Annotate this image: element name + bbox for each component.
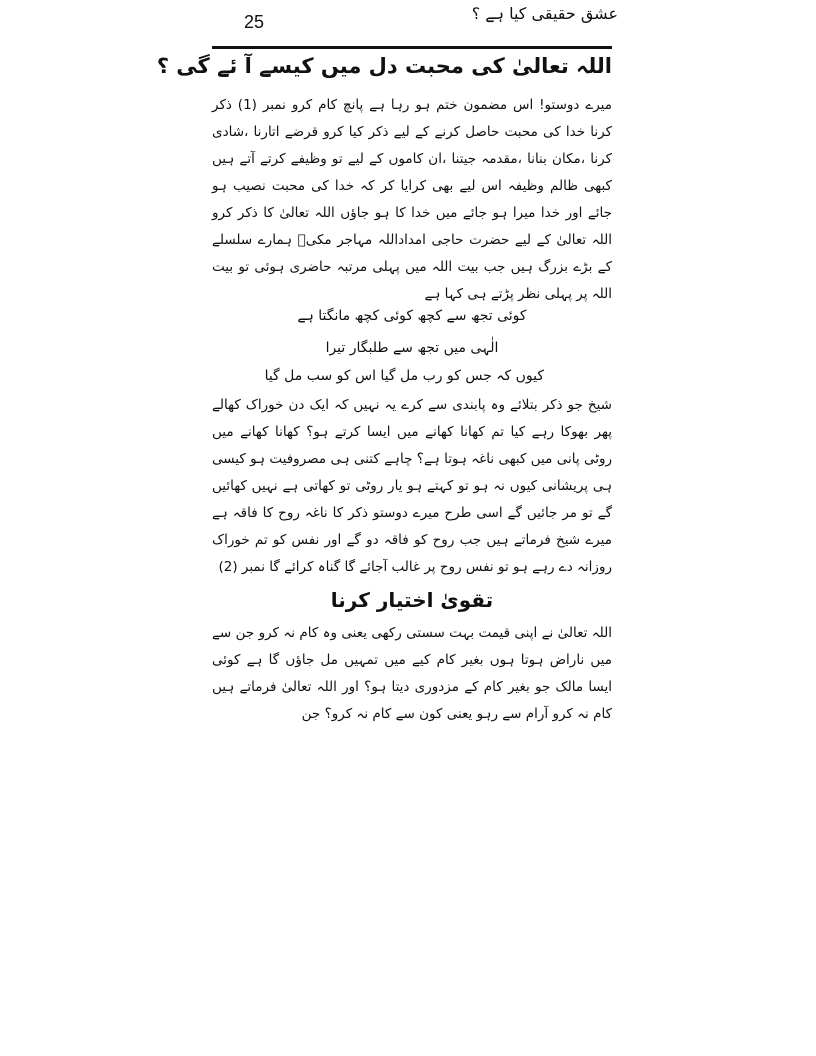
paragraph-dhikr: میرے دوستو! اس مضمون ختم ہو رہا ہے پانچ کام کرو نمبر (1) ذکر کرنا خدا کی محبت حاصل کرنے کے لیے ذکر کیا کرو قرضے اتارنا ،شادی کرنا ،مکان بنانا ،مقدمہ جیتنا ،ان کاموں کے لیے تو وظیفے کرتے آتے ہیں کبھی ظالم وظیفہ اس لیے بھی کرایا کر کہ خدا کی محبت نصیب ہو جائے اور خدا میرا ہو جائے میں خدا کا ہو جاؤں اللہ تعالیٰ کا ذکر کرو اللہ تعالیٰ کے لیے حضرت حاجی امداداللہ مہاجر مکیؒ ہمارے سلسلے کے بڑے بزرگ ہیں جب بیت اللہ میں پہلی مرتبہ حاضری ہوئی تو بیت اللہ پر پہلی نظر پڑتے ہی کہا ہے	[212, 97, 612, 302]
page-number: 25	[244, 12, 265, 32]
verse-line-3: کیوں کہ جس کو رب مل گیا اس کو سب مل گیا	[264, 368, 544, 384]
running-header-title: عشق حقیقی کیا ہے ؟	[471, 4, 618, 23]
verse-line-2: الٰہی میں تجھ سے طلبگار تیرا	[325, 340, 499, 356]
paragraph-taqwa: اللہ تعالیٰ نے اپنی قیمت بہت سستی رکھی یعنی وہ کام نہ کرو جن سے میں ناراض ہوتا ہوں بغیر کام کیے میں تمہیں مل جاؤں گا ہے کوئی ایسا مالک جو بغیر کام کے مزدوری دیتا ہو؟ اور اللہ تعالیٰ فرماتے ہیں کام نہ کرو آرام سے رہو یعنی کون سے کام نہ کرو؟ جن	[212, 625, 612, 722]
section-heading-divine-love: اللہ تعالیٰ کی محبت دل میں کیسے آ ئے گی ؟	[156, 54, 612, 78]
verse-line-1: کوئی تجھ سے کچھ کوئی کچھ مانگتا ہے	[297, 308, 527, 324]
header-rule	[212, 46, 612, 49]
section-heading-taqwa: تقویٰ اختیار کرنا	[330, 588, 494, 612]
paragraph-regular-dhikr: شیخ جو ذکر بتلائے وہ پابندی سے کرے یہ نہیں کہ ایک دن خوراک کھالے پھر بھوکا رہے کیا تم کھانا کھانے میں ایسا کرتے ہو؟ کھانا کھانے میں روٹی پانی میں کبھی ناغہ ہوتا ہے؟ چاہے کتنی ہی مصروفیت ہو کیسی ہی پریشانی کیوں نہ ہو تو کہتے ہو یار روٹی تو کھاتی ہے نہیں کھائیں گے تو مر جائیں گے اسی طرح میرے دوستو ذکر کا ناغہ روح کا فاقہ ہے میرے شیخ فرماتے ہیں جب روح کو فاقہ دو گے اور نفس کو تم خوراک روزانہ دے رہے ہو تو نفس روح پر غالب آجائے گا گناہ کرائے گا نمبر (2)	[212, 397, 612, 575]
